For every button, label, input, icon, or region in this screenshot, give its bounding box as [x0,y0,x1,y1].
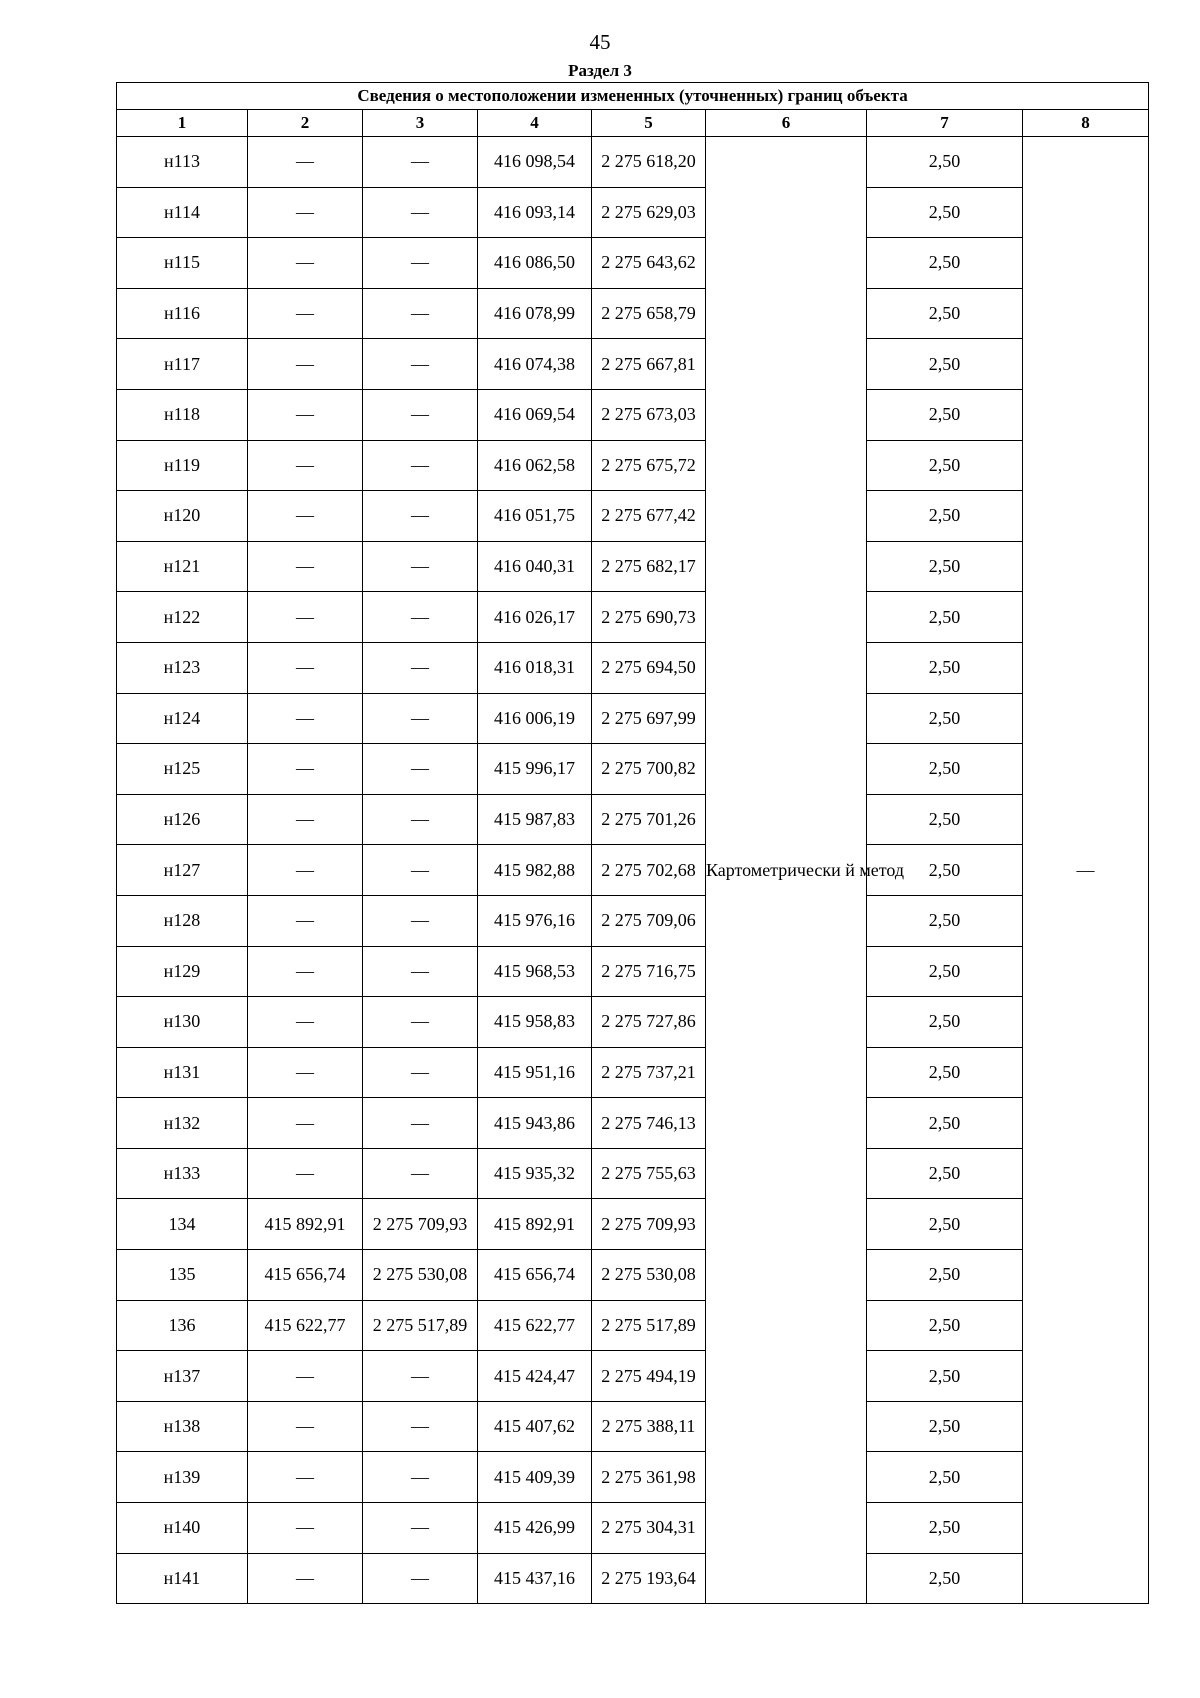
new-y-cell: 2 275 643,62 [592,238,706,289]
new-x-cell: 415 987,83 [478,794,592,845]
accuracy-cell: 2,50 [867,1452,1023,1503]
old-y-cell: — [363,1148,478,1199]
page-number: 45 [589,30,611,54]
old-x-cell: — [248,693,363,744]
table-row [117,1553,1149,1604]
table-row [117,389,1149,440]
new-y-cell: 2 275 709,93 [592,1199,706,1250]
accuracy-cell: 2,50 [867,1148,1023,1199]
old-x-cell: — [248,1148,363,1199]
old-y-cell: — [363,288,478,339]
point-name-cell: н118 [117,389,248,440]
new-x-cell: 416 098,54 [478,137,592,188]
old-y-cell: — [363,137,478,188]
accuracy-cell: 2,50 [867,187,1023,238]
old-y-cell: — [363,541,478,592]
old-y-cell: — [363,693,478,744]
old-x-cell: — [248,997,363,1048]
old-x-cell: — [248,794,363,845]
accuracy-cell: 2,50 [867,288,1023,339]
point-name-cell: 136 [117,1300,248,1351]
new-x-cell: 415 958,83 [478,997,592,1048]
old-y-cell: — [363,1351,478,1402]
new-x-cell: 415 892,91 [478,1199,592,1250]
point-name-cell: 135 [117,1250,248,1301]
new-x-cell: 415 426,99 [478,1503,592,1554]
new-y-cell: 2 275 304,31 [592,1503,706,1554]
old-y-cell: — [363,1047,478,1098]
old-x-cell: — [248,845,363,896]
accuracy-cell: 2,50 [867,339,1023,390]
old-y-cell: — [363,1553,478,1604]
column-number: 4 [478,110,592,137]
point-name-cell: н115 [117,238,248,289]
point-name-cell: н128 [117,895,248,946]
point-name-cell: н114 [117,187,248,238]
new-y-cell: 2 275 702,68 [592,845,706,896]
point-name-cell: н139 [117,1452,248,1503]
old-x-cell: — [248,491,363,542]
new-x-cell: 416 026,17 [478,592,592,643]
point-name-cell: н137 [117,1351,248,1402]
new-x-cell: 415 982,88 [478,845,592,896]
new-y-cell: 2 275 618,20 [592,137,706,188]
new-y-cell: 2 275 701,26 [592,794,706,845]
column-number: 7 [867,110,1023,137]
new-x-cell: 416 018,31 [478,642,592,693]
old-x-cell: — [248,1452,363,1503]
point-name-cell: н117 [117,339,248,390]
column-number: 1 [117,110,248,137]
table-row [117,137,1149,188]
column-8-cell: — [1023,137,1149,1604]
point-name-cell: н138 [117,1401,248,1452]
old-y-cell: — [363,1452,478,1503]
new-x-cell: 415 968,53 [478,946,592,997]
accuracy-cell: 2,50 [867,997,1023,1048]
old-x-cell: — [248,339,363,390]
old-y-cell: 2 275 709,93 [363,1199,478,1250]
old-x-cell: 415 892,91 [248,1199,363,1250]
new-x-cell: 416 006,19 [478,693,592,744]
new-x-cell: 415 656,74 [478,1250,592,1301]
old-x-cell: — [248,744,363,795]
table-row [117,1401,1149,1452]
accuracy-cell: 2,50 [867,541,1023,592]
old-y-cell: — [363,1503,478,1554]
old-y-cell: 2 275 530,08 [363,1250,478,1301]
new-x-cell: 416 078,99 [478,288,592,339]
old-x-cell: — [248,592,363,643]
old-y-cell: — [363,440,478,491]
accuracy-cell: 2,50 [867,845,1023,896]
point-name-cell: н130 [117,997,248,1048]
accuracy-cell: 2,50 [867,1300,1023,1351]
old-y-cell: — [363,895,478,946]
table-row [117,946,1149,997]
new-x-cell: 416 074,38 [478,339,592,390]
new-y-cell: 2 275 682,17 [592,541,706,592]
new-y-cell: 2 275 675,72 [592,440,706,491]
new-y-cell: 2 275 755,63 [592,1148,706,1199]
new-x-cell: 415 622,77 [478,1300,592,1351]
table-body [117,137,1149,1604]
new-x-cell: 416 040,31 [478,541,592,592]
old-x-cell: — [248,137,363,188]
boundary-coordinates-table [116,82,1149,1604]
table-row [117,997,1149,1048]
table-row [117,1503,1149,1554]
new-y-cell: 2 275 746,13 [592,1098,706,1149]
column-number: 5 [592,110,706,137]
table-row [117,238,1149,289]
table-row [117,895,1149,946]
new-x-cell: 416 062,58 [478,440,592,491]
new-y-cell: 2 275 673,03 [592,389,706,440]
old-x-cell: — [248,895,363,946]
new-y-cell: 2 275 193,64 [592,1553,706,1604]
new-y-cell: 2 275 700,82 [592,744,706,795]
method-cell: Картометрически й метод [706,137,867,1604]
old-y-cell: — [363,1098,478,1149]
new-y-cell: 2 275 694,50 [592,642,706,693]
old-x-cell: 415 622,77 [248,1300,363,1351]
new-x-cell: 415 424,47 [478,1351,592,1402]
old-x-cell: — [248,1351,363,1402]
table-row [117,1047,1149,1098]
accuracy-cell: 2,50 [867,389,1023,440]
new-y-cell: 2 275 388,11 [592,1401,706,1452]
new-x-cell: 415 996,17 [478,744,592,795]
accuracy-cell: 2,50 [867,693,1023,744]
accuracy-cell: 2,50 [867,1553,1023,1604]
new-x-cell: 415 935,32 [478,1148,592,1199]
point-name-cell: н141 [117,1553,248,1604]
table-row [117,541,1149,592]
old-x-cell: — [248,946,363,997]
new-y-cell: 2 275 727,86 [592,997,706,1048]
old-y-cell: — [363,845,478,896]
accuracy-cell: 2,50 [867,592,1023,643]
old-y-cell: — [363,389,478,440]
point-name-cell: н119 [117,440,248,491]
old-y-cell: — [363,744,478,795]
accuracy-cell: 2,50 [867,642,1023,693]
old-x-cell: — [248,1503,363,1554]
table-row [117,592,1149,643]
column-number: 2 [248,110,363,137]
accuracy-cell: 2,50 [867,794,1023,845]
table-row [117,693,1149,744]
column-number: 6 [706,110,867,137]
table-row [117,845,1149,896]
new-x-cell: 415 407,62 [478,1401,592,1452]
new-y-cell: 2 275 658,79 [592,288,706,339]
old-x-cell: — [248,1098,363,1149]
table-row [117,1199,1149,1250]
new-y-cell: 2 275 716,75 [592,946,706,997]
old-x-cell: — [248,187,363,238]
table-row [117,1300,1149,1351]
point-name-cell: н133 [117,1148,248,1199]
table-row [117,642,1149,693]
new-x-cell: 416 086,50 [478,238,592,289]
old-x-cell: — [248,1401,363,1452]
accuracy-cell: 2,50 [867,1503,1023,1554]
new-y-cell: 2 275 667,81 [592,339,706,390]
accuracy-cell: 2,50 [867,744,1023,795]
point-name-cell: н131 [117,1047,248,1098]
old-y-cell: — [363,946,478,997]
accuracy-cell: 2,50 [867,1199,1023,1250]
table-row [117,1250,1149,1301]
point-name-cell: 134 [117,1199,248,1250]
point-name-cell: н123 [117,642,248,693]
point-name-cell: н122 [117,592,248,643]
table-caption: Сведения о местоположении измененных (уточненных) границ объекта [117,83,1149,110]
old-y-cell: — [363,997,478,1048]
new-x-cell: 416 069,54 [478,389,592,440]
table-row [117,1148,1149,1199]
new-x-cell: 415 943,86 [478,1098,592,1149]
new-y-cell: 2 275 709,06 [592,895,706,946]
old-y-cell: — [363,592,478,643]
table-row [117,1351,1149,1402]
point-name-cell: н127 [117,845,248,896]
accuracy-cell: 2,50 [867,1047,1023,1098]
old-x-cell: — [248,1047,363,1098]
new-y-cell: 2 275 697,99 [592,693,706,744]
accuracy-cell: 2,50 [867,1250,1023,1301]
old-x-cell: — [248,1553,363,1604]
old-y-cell: — [363,794,478,845]
old-y-cell: — [363,238,478,289]
accuracy-cell: 2,50 [867,1351,1023,1402]
new-x-cell: 415 951,16 [478,1047,592,1098]
table-row [117,744,1149,795]
old-y-cell: — [363,491,478,542]
new-y-cell: 2 275 737,21 [592,1047,706,1098]
point-name-cell: н129 [117,946,248,997]
table-row [117,491,1149,542]
point-name-cell: н124 [117,693,248,744]
new-y-cell: 2 275 690,73 [592,592,706,643]
table-row [117,1098,1149,1149]
new-x-cell: 416 093,14 [478,187,592,238]
old-y-cell: — [363,187,478,238]
old-x-cell: — [248,642,363,693]
new-x-cell: 415 437,16 [478,1553,592,1604]
old-y-cell: — [363,1401,478,1452]
accuracy-cell: 2,50 [867,440,1023,491]
point-name-cell: н116 [117,288,248,339]
point-name-cell: н132 [117,1098,248,1149]
point-name-cell: н140 [117,1503,248,1554]
column-number: 3 [363,110,478,137]
old-x-cell: — [248,541,363,592]
table-row [117,187,1149,238]
new-y-cell: 2 275 629,03 [592,187,706,238]
old-y-cell: — [363,339,478,390]
point-name-cell: н126 [117,794,248,845]
old-x-cell: — [248,440,363,491]
old-x-cell: — [248,288,363,339]
new-y-cell: 2 275 677,42 [592,491,706,542]
table-row [117,288,1149,339]
point-name-cell: н113 [117,137,248,188]
column-number: 8 [1023,110,1149,137]
new-x-cell: 416 051,75 [478,491,592,542]
old-x-cell: 415 656,74 [248,1250,363,1301]
new-x-cell: 415 976,16 [478,895,592,946]
table-row [117,440,1149,491]
new-x-cell: 415 409,39 [478,1452,592,1503]
accuracy-cell: 2,50 [867,491,1023,542]
new-y-cell: 2 275 517,89 [592,1300,706,1351]
accuracy-cell: 2,50 [867,137,1023,188]
table-row [117,794,1149,845]
old-y-cell: — [363,642,478,693]
point-name-cell: н120 [117,491,248,542]
accuracy-cell: 2,50 [867,895,1023,946]
accuracy-cell: 2,50 [867,946,1023,997]
old-x-cell: — [248,238,363,289]
new-y-cell: 2 275 530,08 [592,1250,706,1301]
old-y-cell: 2 275 517,89 [363,1300,478,1351]
table-row [117,339,1149,390]
new-y-cell: 2 275 494,19 [592,1351,706,1402]
section-title: Раздел 3 [568,61,632,80]
table-row [117,1452,1149,1503]
accuracy-cell: 2,50 [867,1401,1023,1452]
point-name-cell: н121 [117,541,248,592]
accuracy-cell: 2,50 [867,1098,1023,1149]
point-name-cell: н125 [117,744,248,795]
old-x-cell: — [248,389,363,440]
new-y-cell: 2 275 361,98 [592,1452,706,1503]
accuracy-cell: 2,50 [867,238,1023,289]
